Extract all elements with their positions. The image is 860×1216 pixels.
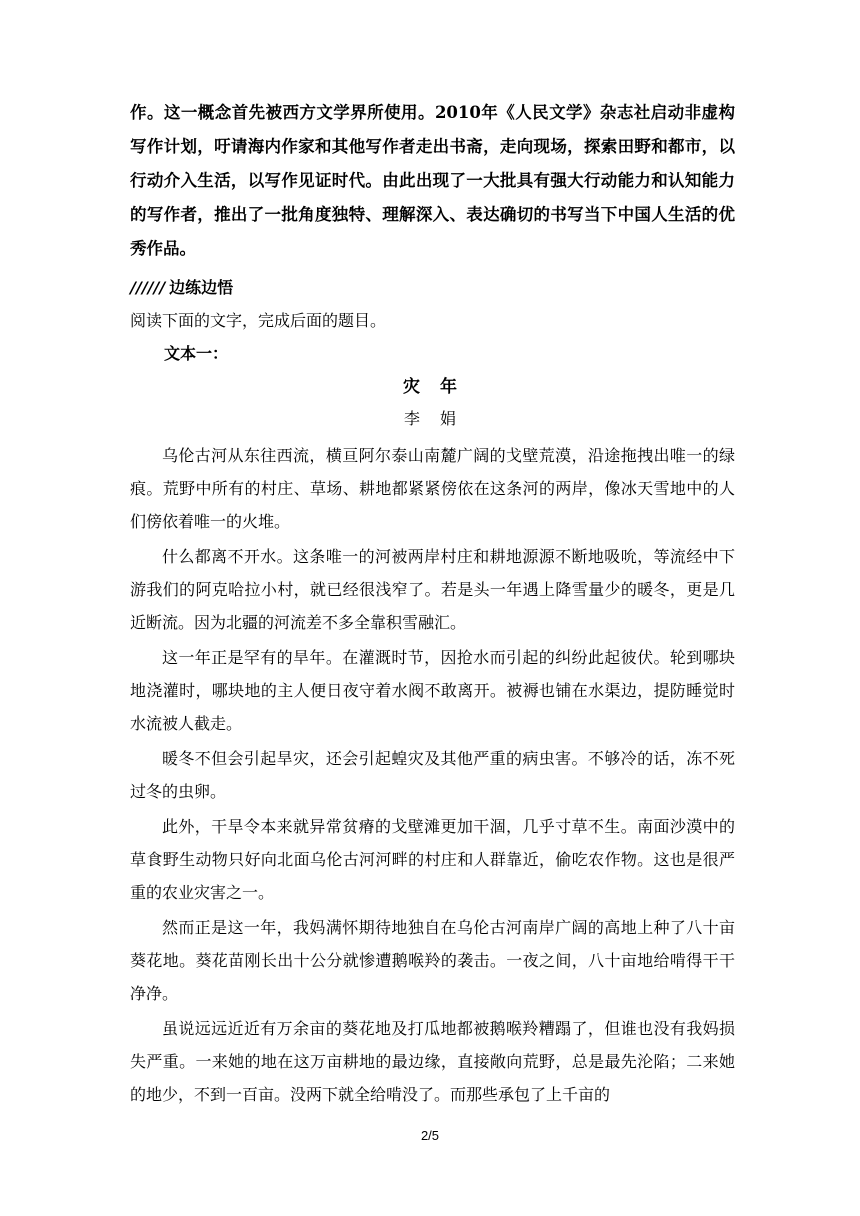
intro-section xyxy=(130,96,735,266)
article-body xyxy=(130,439,735,1113)
article-title: 灾年 xyxy=(403,377,477,397)
section-slashes: ////// xyxy=(130,278,166,297)
section-heading-text: 边练边悟 xyxy=(169,278,234,297)
section-heading xyxy=(130,276,233,300)
article-paragraph: 虽说远远近近有万余亩的葵花地及打瓜地都被鹅喉羚糟蹋了，但谁也没有我妈损失严重。一来她的地在这万亩耕地的最边缘，直接敞向荒野，总是最先沦陷；二来她的地少，不到一百亩。没两下就全给啃没了。而那些承包了上千亩的 xyxy=(130,1019,735,1104)
article-paragraph: 乌伦古河从东往西流，横亘阿尔泰山南麓广阔的戈壁荒漠，沿途拖拽出唯一的绿痕。荒野中所有的村庄、草场、耕地都紧紧傍依在这条河的两岸，像冰天雪地中的人们傍依着唯一的火堆。 xyxy=(130,446,735,531)
article-author: 李娟 xyxy=(403,409,476,428)
article-paragraph: 暖冬不但会引起旱灾，还会引起蝗灾及其他严重的病虫害。不够冷的话，冻不死过冬的虫卵。 xyxy=(130,749,735,801)
text-one-label: 文本一： xyxy=(164,344,229,363)
reading-instruction: 阅读下面的文字，完成后面的题目。 xyxy=(130,311,387,330)
article-paragraph: 这一年正是罕有的旱年。在灌溉时节，因抢水而引起的纠纷此起彼伏。轮到哪块地浇灌时，哪块地的主人便日夜守着水阀不敢离开。被褥也铺在水渠边，提防睡觉时水流被人截走。 xyxy=(130,648,735,733)
article-paragraph: 什么都离不开水。这条唯一的河被两岸村庄和耕地源源不断地吸吮，等流经中下游我们的阿克哈拉小村，就已经很浅窄了。若是头一年遇上降雪量少的暖冬，更是几近断流。因为北疆的河流差不多全靠积雪融汇。 xyxy=(130,547,735,632)
page-number: 2/5 xyxy=(420,1128,440,1143)
intro-paragraph: 作。这一概念首先被西方文学界所使用。2010年《人民文学》杂志社启动非虚构写作计划，吁请海内作家和其他写作者走出书斋，走向现场，探索田野和都市，以行动介入生活，以写作见证时代。由此出现了一大批具有强大行动能力和认知能力的写作者，推出了一批角度独特、理解深入、表达确切的书写当下中国人生活的优秀作品。 xyxy=(130,103,735,258)
article-paragraph: 此外，干旱令本来就异常贫瘠的戈壁滩更加干涸，几乎寸草不生。南面沙漠中的草食野生动物只好向北面乌伦古河河畔的村庄和人群靠近，偷吃农作物。这也是很严重的农业灾害之一。 xyxy=(130,817,735,902)
article-paragraph: 然而正是这一年，我妈满怀期待地独自在乌伦古河南岸广阔的高地上种了八十亩葵花地。葵花苗刚长出十公分就惨遭鹅喉羚的袭击。一夜之间，八十亩地给啃得干干净净。 xyxy=(130,918,735,1003)
